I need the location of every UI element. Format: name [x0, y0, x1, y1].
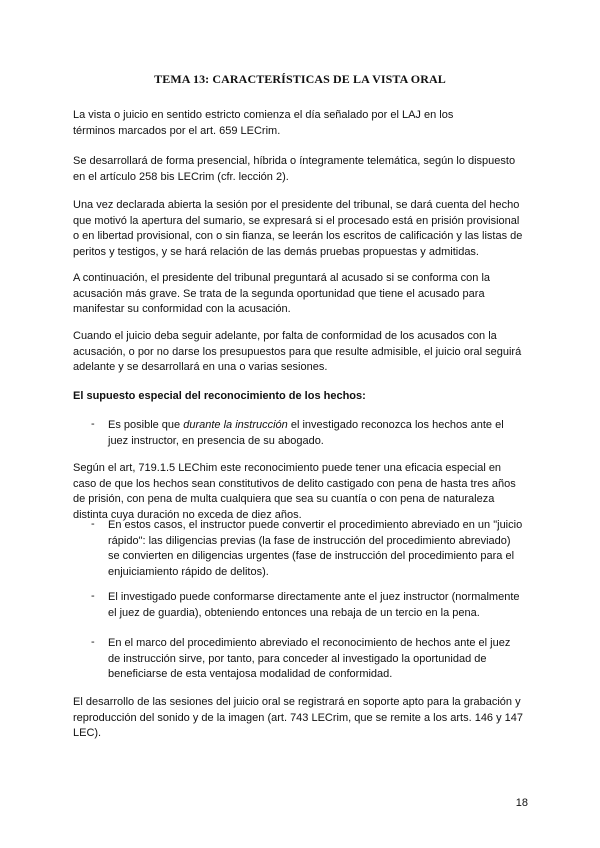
text-line: El investigado puede conformarse directamente ante el juez instructor (normalmente [108, 591, 520, 603]
bullet-2 [108, 518, 538, 580]
text-line: que motivó la apertura del sumario, se expresará si el procesado está en prisión provisional [73, 214, 520, 227]
text-line: En estos casos, el instructor puede convertir el procedimiento abreviado en un "juicio [108, 519, 523, 531]
section-heading: El supuesto especial del reconocimiento de los hechos: [73, 390, 366, 402]
text-line: el juez de guardia), obteniendo entonces una rebaja de un tercio en la pena. [108, 606, 480, 619]
paragraph-3 [73, 198, 533, 260]
text-line: Se desarrollará de forma presencial, híbrida o íntegramente telemática, según lo dispuesto [73, 155, 516, 167]
list-dash: - [91, 636, 95, 648]
text-line: o en libertad provisional, con o sin fianza, se leerán los escritos de calificación y las listas de [73, 230, 523, 242]
bullet-4 [108, 636, 538, 683]
text-line: Según el art, 719.1.5 LEChim este reconocimiento puede tener una eficacia especial en [73, 462, 502, 474]
text-line: acusación más grave. Se trata de la segunda oportunidad que tiene el acusado para [73, 287, 485, 300]
text-line: rápido": las diligencias previas (la fase de instrucción del procedimiento abreviado) [108, 534, 511, 547]
page-number: 18 [515, 797, 528, 809]
text-line: términos marcados por el art. 659 LECrim. [73, 124, 281, 137]
text-line: caso de que los hechos sean constitutivos de delito castigado con pena de hasta tres años [73, 477, 516, 490]
text-line: se convierten en diligencias urgentes (fase de instrucción del procedimiento para el [108, 550, 515, 562]
list-dash: - [91, 418, 95, 430]
list-dash: - [91, 590, 95, 602]
paragraph-2 [73, 154, 533, 185]
text-line: Una vez declarada abierta la sesión por el presidente del tribunal, se dará cuenta del hecho [73, 199, 520, 211]
text-line: Cuando el juicio deba seguir adelante, por falta de conformidad de los acusados con la [73, 330, 497, 342]
text-line: distinta cuya duración no exceda de diez años. [73, 508, 302, 521]
text-line [108, 418, 538, 434]
bullet-3 [108, 590, 538, 621]
text-line: A continuación, el presidente del tribunal preguntará al acusado si se conforma con la [73, 272, 491, 284]
paragraph-6 [73, 461, 533, 523]
text-line: beneficiarse de esta ventajosa modalidad de conformidad. [108, 668, 393, 680]
paragraph-1 [73, 108, 533, 139]
paragraph-7 [73, 695, 533, 742]
text-line: enjuiciamiento rápido de delitos). [108, 565, 269, 578]
list-dash: - [91, 518, 95, 530]
text-line: adelante y se desarrollará en una o varias sesiones. [73, 361, 328, 373]
bullet-1 [108, 418, 538, 449]
paragraph-5 [73, 329, 533, 376]
text-line: La vista o juicio en sentido estricto comienza el día señalado por el LAJ en los [73, 109, 454, 121]
paragraph-4 [73, 271, 533, 318]
text-line: LEC). [73, 727, 102, 739]
text-line: En el marco del procedimiento abreviado el reconocimiento de hechos ante el juez [108, 637, 511, 649]
text-line: en el artículo 258 bis LECrim (cfr. lección 2). [73, 170, 289, 183]
text-line: peritos y testigos, y se hará relación de las demás pruebas propuestas y admitidas. [73, 245, 479, 258]
text-line: de prisión, con pena de multa cualquiera que sea su cuantía o con pena de naturaleza [73, 493, 495, 505]
text-line: juez instructor, en presencia de su abogado. [108, 434, 324, 447]
text-line: acusación, o por no darse los presupuestos para que resulte admisible, el juicio oral seguirá [73, 345, 522, 358]
text-line: reproducción del sonido y de la imagen (art. 743 LECrim, que se remite a los arts. 146 y 147 [73, 711, 524, 724]
page-title: TEMA 13: CARACTERÍSTICAS DE LA VISTA ORAL [154, 72, 446, 86]
text-line: El desarrollo de las sesiones del juicio oral se registrará en soporte apto para la grabación y [73, 696, 521, 708]
text-line: manifestar su conformidad con la acusación. [73, 303, 291, 315]
text-run: el investigado reconozca los hechos ante el [287, 419, 504, 431]
italic-text: durante la instrucción [183, 419, 288, 431]
text-line: de instrucción sirve, por tanto, para conceder al investigado la oportunidad de [108, 652, 487, 665]
text-run: Es posible que [108, 419, 184, 431]
